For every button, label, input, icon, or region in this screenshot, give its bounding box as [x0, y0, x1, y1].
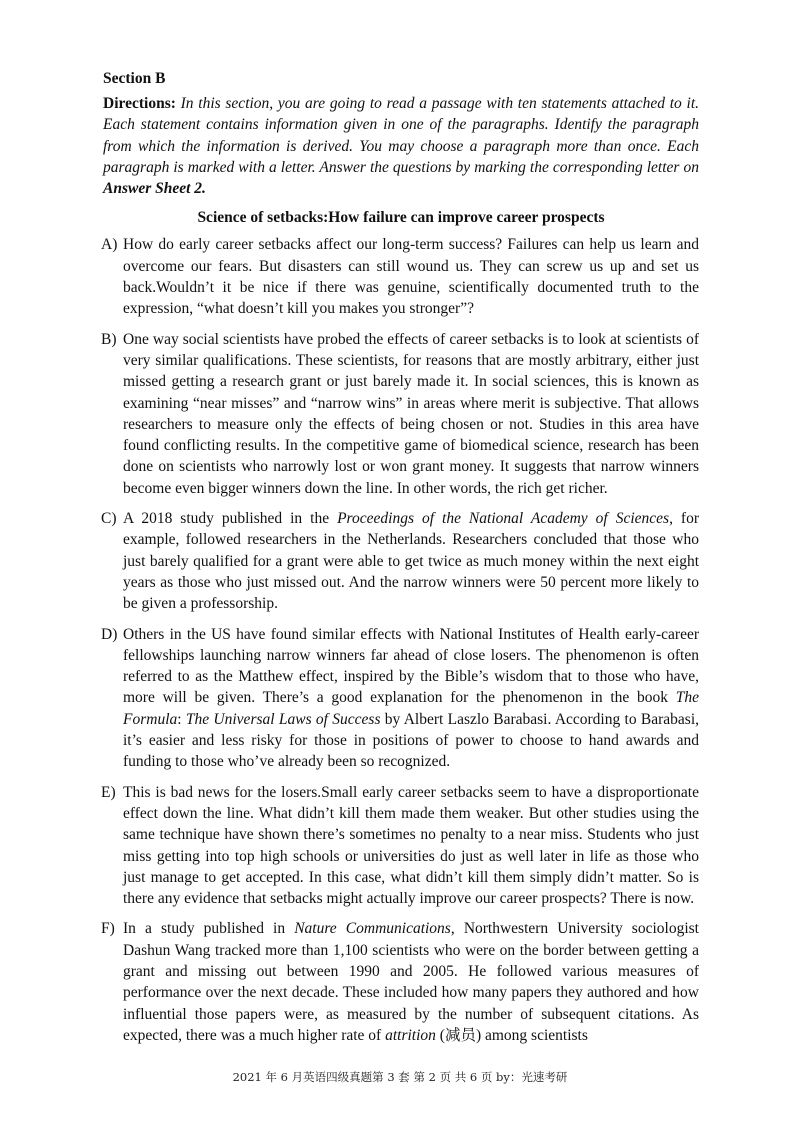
answer-sheet-ref: Answer Sheet 2.: [103, 180, 206, 198]
directions-label: Directions:: [103, 95, 176, 112]
paragraph-text: This is bad news for the losers.Small early career setbacks seem to have a disproportionate effect down the line. What didn’t kill them made them weaker. But other studies using the same technique have shown there’s sometimes no penalty to a near miss. Students who just miss getting into top high schools or universities do just as well later in life as those who just manage to get accepted. In this case, what didn’t kill them simply didn’t matter. So is there any evidence that setbacks might actually improve our career prospects? There is now.: [123, 783, 699, 908]
paragraph-text: In a study published in: [123, 920, 295, 938]
paragraph-letter: F): [101, 920, 115, 938]
paragraph-f: [103, 918, 699, 1046]
paragraph-letter: A): [101, 236, 118, 254]
paragraph-text: by Albert Laszlo Barabasi. According to Barabasi, it’s easier and less risky for those in positions of power to choose to hand awards and funding to those who’ve already been so recognized.: [123, 710, 700, 771]
paragraph-text: How do early career setbacks affect our long-term success? Failures can help us learn and overcome our fears. But disasters can still wound us. They can screw us up and set us back.Wouldn’t it be nice if there was genuine, scientifically documented truth to the expression, “what doesn’t kill you makes you stronger”?: [123, 236, 699, 318]
section-title: Section B: [103, 70, 166, 87]
paragraph-letter: B): [101, 330, 117, 348]
paragraph-a: [103, 234, 699, 319]
directions: [103, 93, 699, 199]
italic-title: The Formula: [123, 689, 699, 728]
paragraph-letter: E): [101, 783, 116, 801]
passage-title: Science of setbacks:How failure can improve career prospects: [197, 209, 605, 227]
paragraph-text: A 2018 study published in the: [123, 510, 338, 528]
paragraph-d: [103, 624, 699, 773]
paragraph-letter: C): [101, 510, 117, 528]
italic-title: The Universal Laws of Success: [185, 710, 381, 728]
paragraph-text: , for example, followed researchers in the Netherlands. Researchers concluded that those who just barely qualified for a grant were able to get twice as much money within the next eight years as those who just missed out. And the narrow winners were 50 percent more likely to be given a professorship.: [123, 510, 700, 613]
paragraph-text: Others in the US have found similar effects with National Institutes of Health early-career fellowships launching narrow winners far ahead of close losers. The phenomenon is often referred to as the Matthew effect, inspired by the Bible’s wisdom that to those who have, more will be given. There’s a good explanation for the phenomenon in the book: [123, 625, 699, 707]
italic-title: Nature Communications: [294, 920, 451, 938]
paragraph-text: :: [177, 710, 186, 728]
document-page: [103, 68, 699, 1055]
italic-title: Proceedings of the National Academy of Sciences: [337, 510, 670, 528]
paragraph-text: , Northwestern University sociologist Dashun Wang tracked more than 1,100 scientists who were on the border between getting a grant and missing out between 1990 and 2005. He followed various measures of performance over the next decade. These included how many papers they authored and how influential those papers were, as measured by the number of subsequent citations. As expected, there was a much higher rate of: [123, 920, 699, 1044]
paragraph-letter: D): [101, 625, 118, 643]
page-footer: 2021 年 6 月英语四级真题第 3 套 第 2 页 共 6 页 by：光速考研: [232, 1070, 568, 1084]
paragraph-text: (减员) among scientists: [435, 1026, 588, 1044]
paragraph-b: [103, 329, 699, 499]
italic-title: attrition: [385, 1026, 436, 1044]
paragraph-text: One way social scientists have probed the effects of career setbacks is to look at scientists of very similar qualifications. These scientists, for reasons that are mostly arbitrary, either just missed getting a research grant or just barely made it. In social sciences, this is known as examining “near misses” and “narrow wins” in areas where merit is subjective. That allows researchers to measure only the effects of being chosen or not. Studies in this area have found conflicting results. In the competitive game of biomedical science, research has been done on scientists who narrowly lost or won grant money. It suggests that narrow winners become even bigger winners down the line. In other words, the rich get richer.: [123, 330, 699, 497]
paragraph-c: [103, 508, 699, 614]
paragraph-e: [103, 782, 699, 910]
directions-text: In this section, you are going to read a passage with ten statements attached to it. Each statement contains information given in one of the paragraphs. Identify the paragraph from which the information is derived. You may choose a paragraph more than once. Each paragraph is marked with a letter. Answer the questions by marking the corresponding letter on: [103, 95, 699, 176]
passage-paragraphs: [103, 234, 699, 1046]
